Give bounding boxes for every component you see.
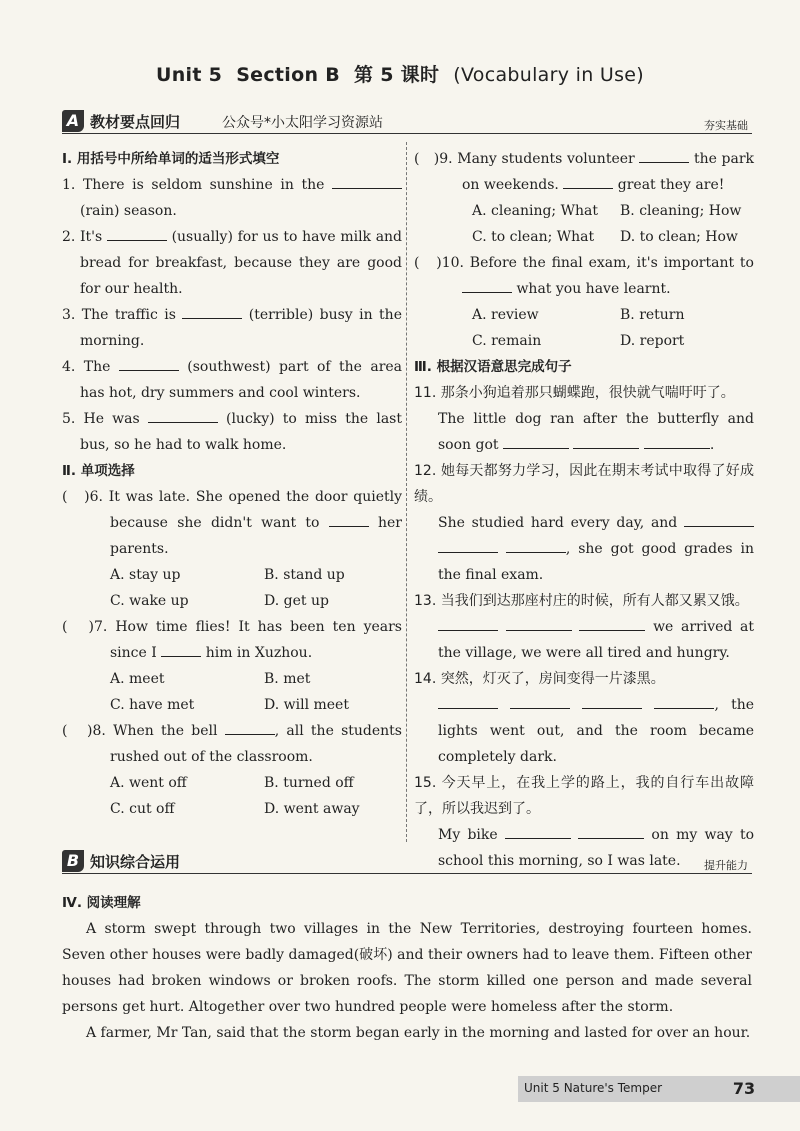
answer-blank[interactable] <box>107 227 167 241</box>
question-10: ( )10. Before the final exam, it's important to what you have learnt. <box>414 255 754 297</box>
section-b-level: 提升能力 <box>704 859 748 872</box>
answer-blank[interactable] <box>329 513 369 527</box>
answer-blank[interactable] <box>182 305 242 319</box>
right-column <box>414 146 754 874</box>
answer-blank[interactable] <box>161 643 201 657</box>
question-13: 13. 当我们到达那座村庄的时候，所有人都又累又饿。 we arrived at the village, we were all tired and hungry. <box>414 593 755 661</box>
answer-blank[interactable] <box>582 695 642 709</box>
answer-blank[interactable] <box>573 435 639 449</box>
answer-blank[interactable] <box>332 175 402 189</box>
title-lesson: 第 5 课时 <box>354 64 440 86</box>
answer-blank[interactable] <box>510 695 570 709</box>
answer-blank[interactable] <box>225 721 275 735</box>
answer-blank[interactable] <box>438 617 498 631</box>
title-section: Section B <box>236 64 340 86</box>
answer-blank[interactable] <box>503 435 569 449</box>
question-4: 4. The (southwest) part of the area has hot, dry summers and cool winters. <box>62 359 403 401</box>
option[interactable]: A. cleaning; What <box>472 203 598 219</box>
section-a-note: 公众号*小太阳学习资源站 <box>222 115 383 131</box>
section-b-tag: B <box>62 850 84 872</box>
question-15: 15. 今天早上，在我上学的路上，我的自行车出故障了，所以我迟到了。 My bike on my way to school this morning, so I was late. <box>414 775 755 869</box>
answer-blank[interactable] <box>644 435 710 449</box>
page-title <box>0 60 800 87</box>
question-8-options <box>62 770 402 822</box>
option[interactable]: B. turned off <box>264 775 354 791</box>
question-5: 5. He was (lucky) to miss the last bus, so he had to walk home. <box>62 411 402 453</box>
option[interactable]: A. went off <box>110 775 187 791</box>
section-a-header <box>62 108 752 134</box>
option[interactable]: B. stand up <box>264 567 345 583</box>
option[interactable]: B. cleaning; How <box>620 203 742 219</box>
question-11: 11. 那条小狗追着那只蝴蝶跑，很快就气喘吁吁了。 The little dog ran after the butterfly and soon got . <box>414 385 754 453</box>
answer-blank[interactable] <box>462 279 512 293</box>
option[interactable]: D. get up <box>264 593 329 609</box>
option[interactable]: C. have met <box>110 697 195 713</box>
left-column <box>62 146 402 822</box>
option[interactable]: B. return <box>620 307 685 323</box>
section-a-level: 夯实基础 <box>704 119 748 132</box>
page-number: 73 <box>732 1079 756 1098</box>
option[interactable]: C. cut off <box>110 801 175 817</box>
question-10-options <box>414 302 754 354</box>
question-6: ( )6. It was late. She opened the door quietly because she didn't want to her parents. <box>62 489 402 557</box>
question-8: ( )8. When the bell , all the students rushed out of the classroom. <box>62 723 402 765</box>
option[interactable]: C. wake up <box>110 593 189 609</box>
question-12: 12. 她每天都努力学习，因此在期末考试中取得了好成绩。 She studied hard every day, and , she got good grades in the final exam. <box>414 463 754 583</box>
question-9: ( )9. Many students volunteer the park on weekends. great they are! <box>414 151 754 193</box>
option[interactable]: D. report <box>620 333 685 349</box>
answer-blank[interactable] <box>684 513 754 527</box>
question-6-options <box>62 562 402 614</box>
option[interactable]: C. remain <box>472 333 542 349</box>
option[interactable]: A. stay up <box>110 567 181 583</box>
question-3: 3. The traffic is (terrible) busy in the morning. <box>62 307 402 349</box>
answer-blank[interactable] <box>438 539 498 553</box>
answer-blank[interactable] <box>506 617 572 631</box>
question-1: 1. There is seldom sunshine in the (rain) season. <box>62 172 402 224</box>
reading-paragraph-2: A farmer, Mr Tan, said that the storm began early in the morning and lasted for over an hour. <box>86 1025 751 1041</box>
answer-blank[interactable] <box>148 409 218 423</box>
option[interactable]: D. will meet <box>264 697 349 713</box>
option[interactable]: C. to clean; What <box>472 229 595 245</box>
answer-blank[interactable] <box>563 175 613 189</box>
question-14: 14. 突然，灯灭了，房间变得一片漆黑。 , the lights went out, and the room became completely dark. <box>414 671 754 765</box>
reading-paragraph-1: A storm swept through two villages in the New Territories, destroying fourteen homes. Seven other houses were badly damaged(破坏) and their owners had to leave them. Fifteen other houses had broken windows or broken roofs. The storm killed one person and made several persons get hurt. Altogether over two hundred people were homeless after the storm. <box>62 921 752 1015</box>
answer-blank[interactable] <box>639 149 689 163</box>
footer-unit: Unit 5 Nature's Temper <box>524 1081 663 1095</box>
answer-blank[interactable] <box>578 825 644 839</box>
title-unit: Unit 5 <box>156 64 223 86</box>
section-a-title: 教材要点回归 <box>90 113 181 131</box>
part4-heading: Ⅳ. 阅读理解 <box>62 895 141 911</box>
option[interactable]: A. review <box>472 307 539 323</box>
option[interactable]: D. went away <box>264 801 360 817</box>
question-7: ( )7. How time flies! It has been ten years since I him in Xuzhou. <box>62 619 402 661</box>
question-7-options <box>62 666 402 718</box>
answer-blank[interactable] <box>506 539 566 553</box>
option[interactable]: A. meet <box>110 671 165 687</box>
question-2: 2. It's (usually) for us to have milk and bread for breakfast, because they are good for our health. <box>62 229 403 297</box>
page-footer <box>518 1076 800 1102</box>
answer-blank[interactable] <box>438 695 498 709</box>
question-9-options <box>414 198 754 250</box>
part2-heading: Ⅱ. 单项选择 <box>62 463 135 479</box>
option[interactable]: D. to clean; How <box>620 229 738 245</box>
answer-blank[interactable] <box>579 617 645 631</box>
section-b-title: 知识综合运用 <box>90 853 181 871</box>
reading-section <box>62 890 752 1046</box>
title-topic: (Vocabulary in Use) <box>453 64 644 86</box>
part1-heading: Ⅰ. 用括号中所给单词的适当形式填空 <box>62 151 280 167</box>
part3-heading: Ⅲ. 根据汉语意思完成句子 <box>414 359 572 375</box>
section-a-tag: A <box>62 110 84 132</box>
answer-blank[interactable] <box>654 695 714 709</box>
answer-blank[interactable] <box>119 357 179 371</box>
section-b-header <box>62 848 752 874</box>
column-divider <box>406 142 407 842</box>
option[interactable]: B. met <box>264 671 311 687</box>
answer-blank[interactable] <box>505 825 571 839</box>
